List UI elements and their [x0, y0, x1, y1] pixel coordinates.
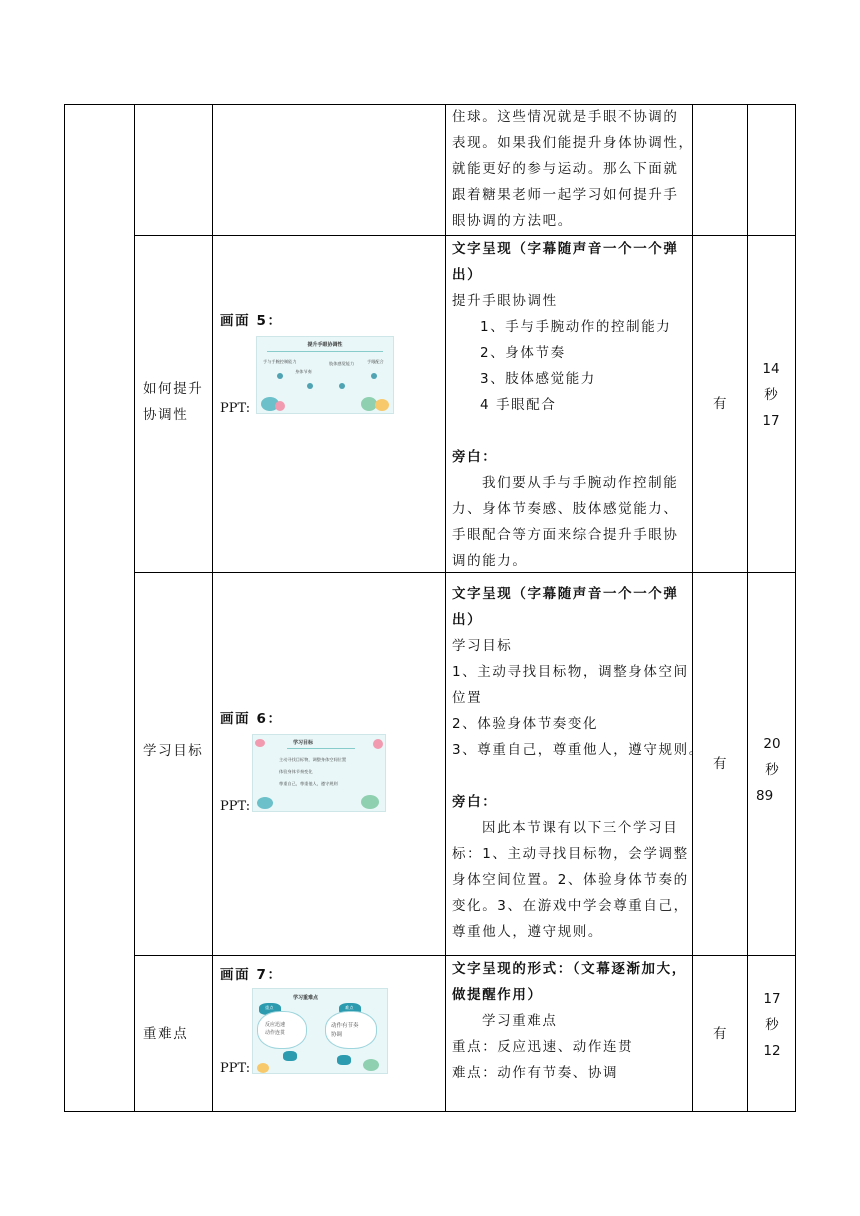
ppt-thumbnail: 学习目标 主动寻找目标物，调整身体空间位置 体验身体节奏变化 尊重自己，尊重他人，遵守规则: [252, 734, 386, 812]
duration: 14 秒 17: [762, 361, 780, 429]
has-audio: 有: [713, 396, 729, 412]
has-audio: 有: [713, 756, 729, 772]
ppt-label: PPT:: [220, 1061, 251, 1076]
ppt-label: PPT:: [220, 799, 251, 814]
col-divider: [747, 104, 748, 1112]
screen-label: 画面 7：: [220, 967, 283, 983]
duration: 17 秒 12: [763, 991, 781, 1059]
duration: 20 秒 89: [756, 736, 781, 804]
has-audio: 有: [713, 1026, 729, 1042]
row-divider: [64, 1111, 796, 1112]
thumbnail-title: 提升手眼协调性: [307, 342, 343, 348]
topic-cell: 如何提升 协调性: [143, 381, 204, 423]
screen-label: 画面 5：: [220, 313, 283, 329]
ppt-thumbnail: 提升手眼协调性 手与手腕控制能力 身体节奏 肢体感觉能力 手眼配合: [256, 336, 394, 414]
subtitle-text: 文字呈现的形式：（文幕逐渐加大， 做提醒作用） 学习重难点 重点：反应迅速、动作连贯 难点：动作有节奏、协调: [452, 961, 687, 1081]
thumbnail-title: 学习重难点: [293, 995, 319, 1001]
screen-label: 画面 6：: [220, 711, 283, 727]
thumbnail-title: 学习目标: [293, 740, 314, 746]
col-divider: [445, 104, 446, 1112]
subtitle-text: 文字呈现（字幕随声音一个一个弹 出） 提升手眼协调性 1、手与手腕动作的控制能力 2、身体节奏 3、肢体感觉能力 4 手眼配合 旁白： 我们要从手与手腕动作控制能 力、身体节奏感、肢体感觉能力、 手眼配合等方面来综合提升手眼协 调的能力。: [452, 241, 679, 569]
col-divider: [212, 104, 213, 1112]
topic-cell: 学习目标: [143, 743, 204, 759]
subtitle-text: 文字呈现（字幕随声音一个一个弹 出） 学习目标 1、主动寻找目标物，调整身体空间 位置 2、体验身体节奏变化 3、尊重自己，尊重他人，遵守规则。 旁白： 因此本节课有以下三个学习目 标：1、主动寻找目标物，会学调整 身体空间位置。2、体验身体节奏的 变化。3、在游戏中学会尊重自己， 尊重他人，遵守规则。: [452, 586, 704, 940]
topic-cell: 重难点: [143, 1026, 189, 1042]
ppt-label: PPT:: [220, 401, 251, 416]
narration-text: 住球。这些情况就是手眼不协调的 表现。如果我们能提升身体协调性， 就能更好的参与运动。那么下面就 跟着糖果老师一起学习如何提升手 眼协调的方法吧。: [452, 109, 694, 229]
col-divider: [134, 104, 135, 1112]
col-divider: [795, 104, 796, 1112]
ppt-thumbnail: 学习重难点 重点 难点 反应迅速 动作连贯 动作有节奏 协调: [252, 988, 388, 1074]
